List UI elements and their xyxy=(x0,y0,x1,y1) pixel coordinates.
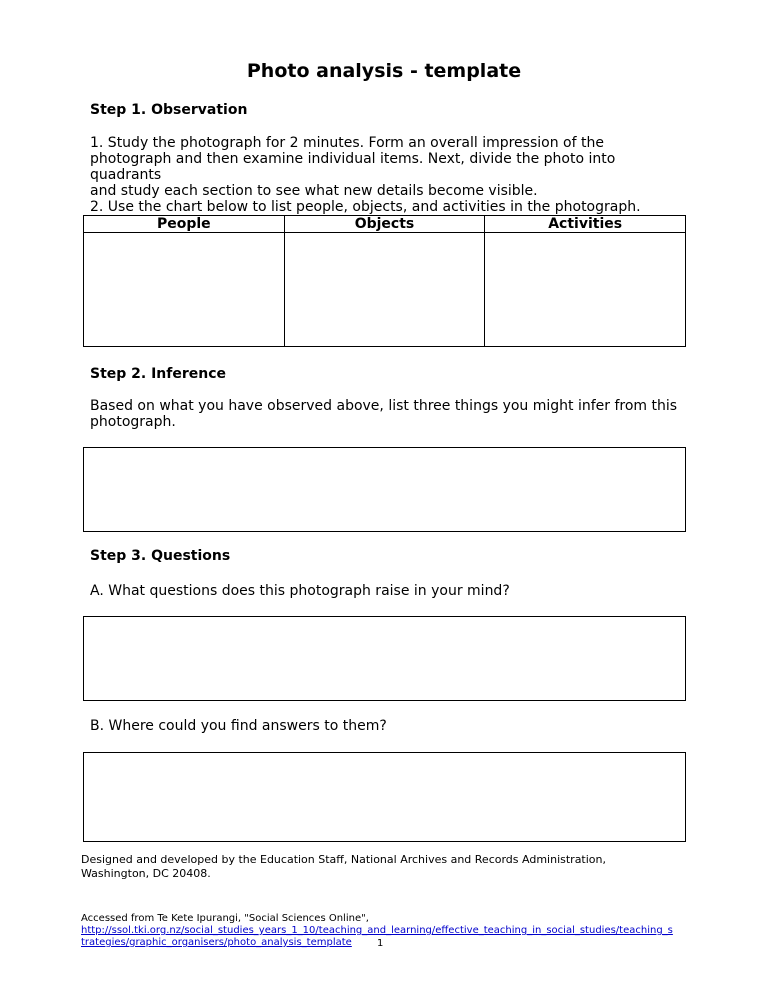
step1-line1a: 1. Study the photograph for 2 minutes. Form an overall impression of the xyxy=(90,135,604,151)
column-header-activities: Activities xyxy=(485,216,686,233)
question-a-answer-box[interactable] xyxy=(83,616,686,701)
people-cell[interactable] xyxy=(84,233,285,347)
step2-line2: photograph. xyxy=(90,414,176,430)
accessed-line: Accessed from Te Kete Ipurangi, "Social Sciences Online", xyxy=(81,913,369,924)
step1-line1b: photograph and then examine individual items. Next, divide the photo into quadrants xyxy=(90,151,616,183)
credit-line1: Designed and developed by the Education Staff, National Archives and Records Administration, xyxy=(81,853,606,866)
objects-cell[interactable] xyxy=(284,233,485,347)
step2-heading: Step 2. Inference xyxy=(90,366,227,382)
step3-heading: Step 3. Questions xyxy=(90,548,231,564)
page-title: Photo analysis - template xyxy=(246,60,522,82)
activities-cell[interactable] xyxy=(485,233,686,347)
column-header-people: People xyxy=(84,216,285,233)
step2-line1: Based on what you have observed above, list three things you might infer from this xyxy=(90,398,678,414)
column-header-objects: Objects xyxy=(284,216,485,233)
question-b-answer-box[interactable] xyxy=(83,752,686,842)
question-b-text: B. Where could you find answers to them? xyxy=(90,718,387,734)
step1-instructions xyxy=(90,135,690,215)
step1-line2: 2. Use the chart below to list people, objects, and activities in the photograph. xyxy=(90,199,641,215)
step2-instructions xyxy=(90,398,690,430)
accessed-note xyxy=(81,913,691,949)
page-number: 1 xyxy=(377,938,384,949)
credit-line2: Washington, DC 20408. xyxy=(81,867,211,880)
inference-answer-box[interactable] xyxy=(83,447,686,532)
step1-line1c: and study each section to see what new details become visible. xyxy=(90,183,538,199)
credit-text xyxy=(81,853,681,881)
observation-chart xyxy=(83,215,686,347)
step1-heading: Step 1. Observation xyxy=(90,102,248,118)
question-a-text: A. What questions does this photograph raise in your mind? xyxy=(90,583,510,599)
source-link-line1[interactable]: http://ssol.tki.org.nz/social_studies_years_1_10/teaching_and_learning/effective_teaching_in_social_studies/teaching_s xyxy=(81,925,673,936)
source-link-line2[interactable]: trategies/graphic_organisers/photo_analysis_template xyxy=(81,937,352,948)
